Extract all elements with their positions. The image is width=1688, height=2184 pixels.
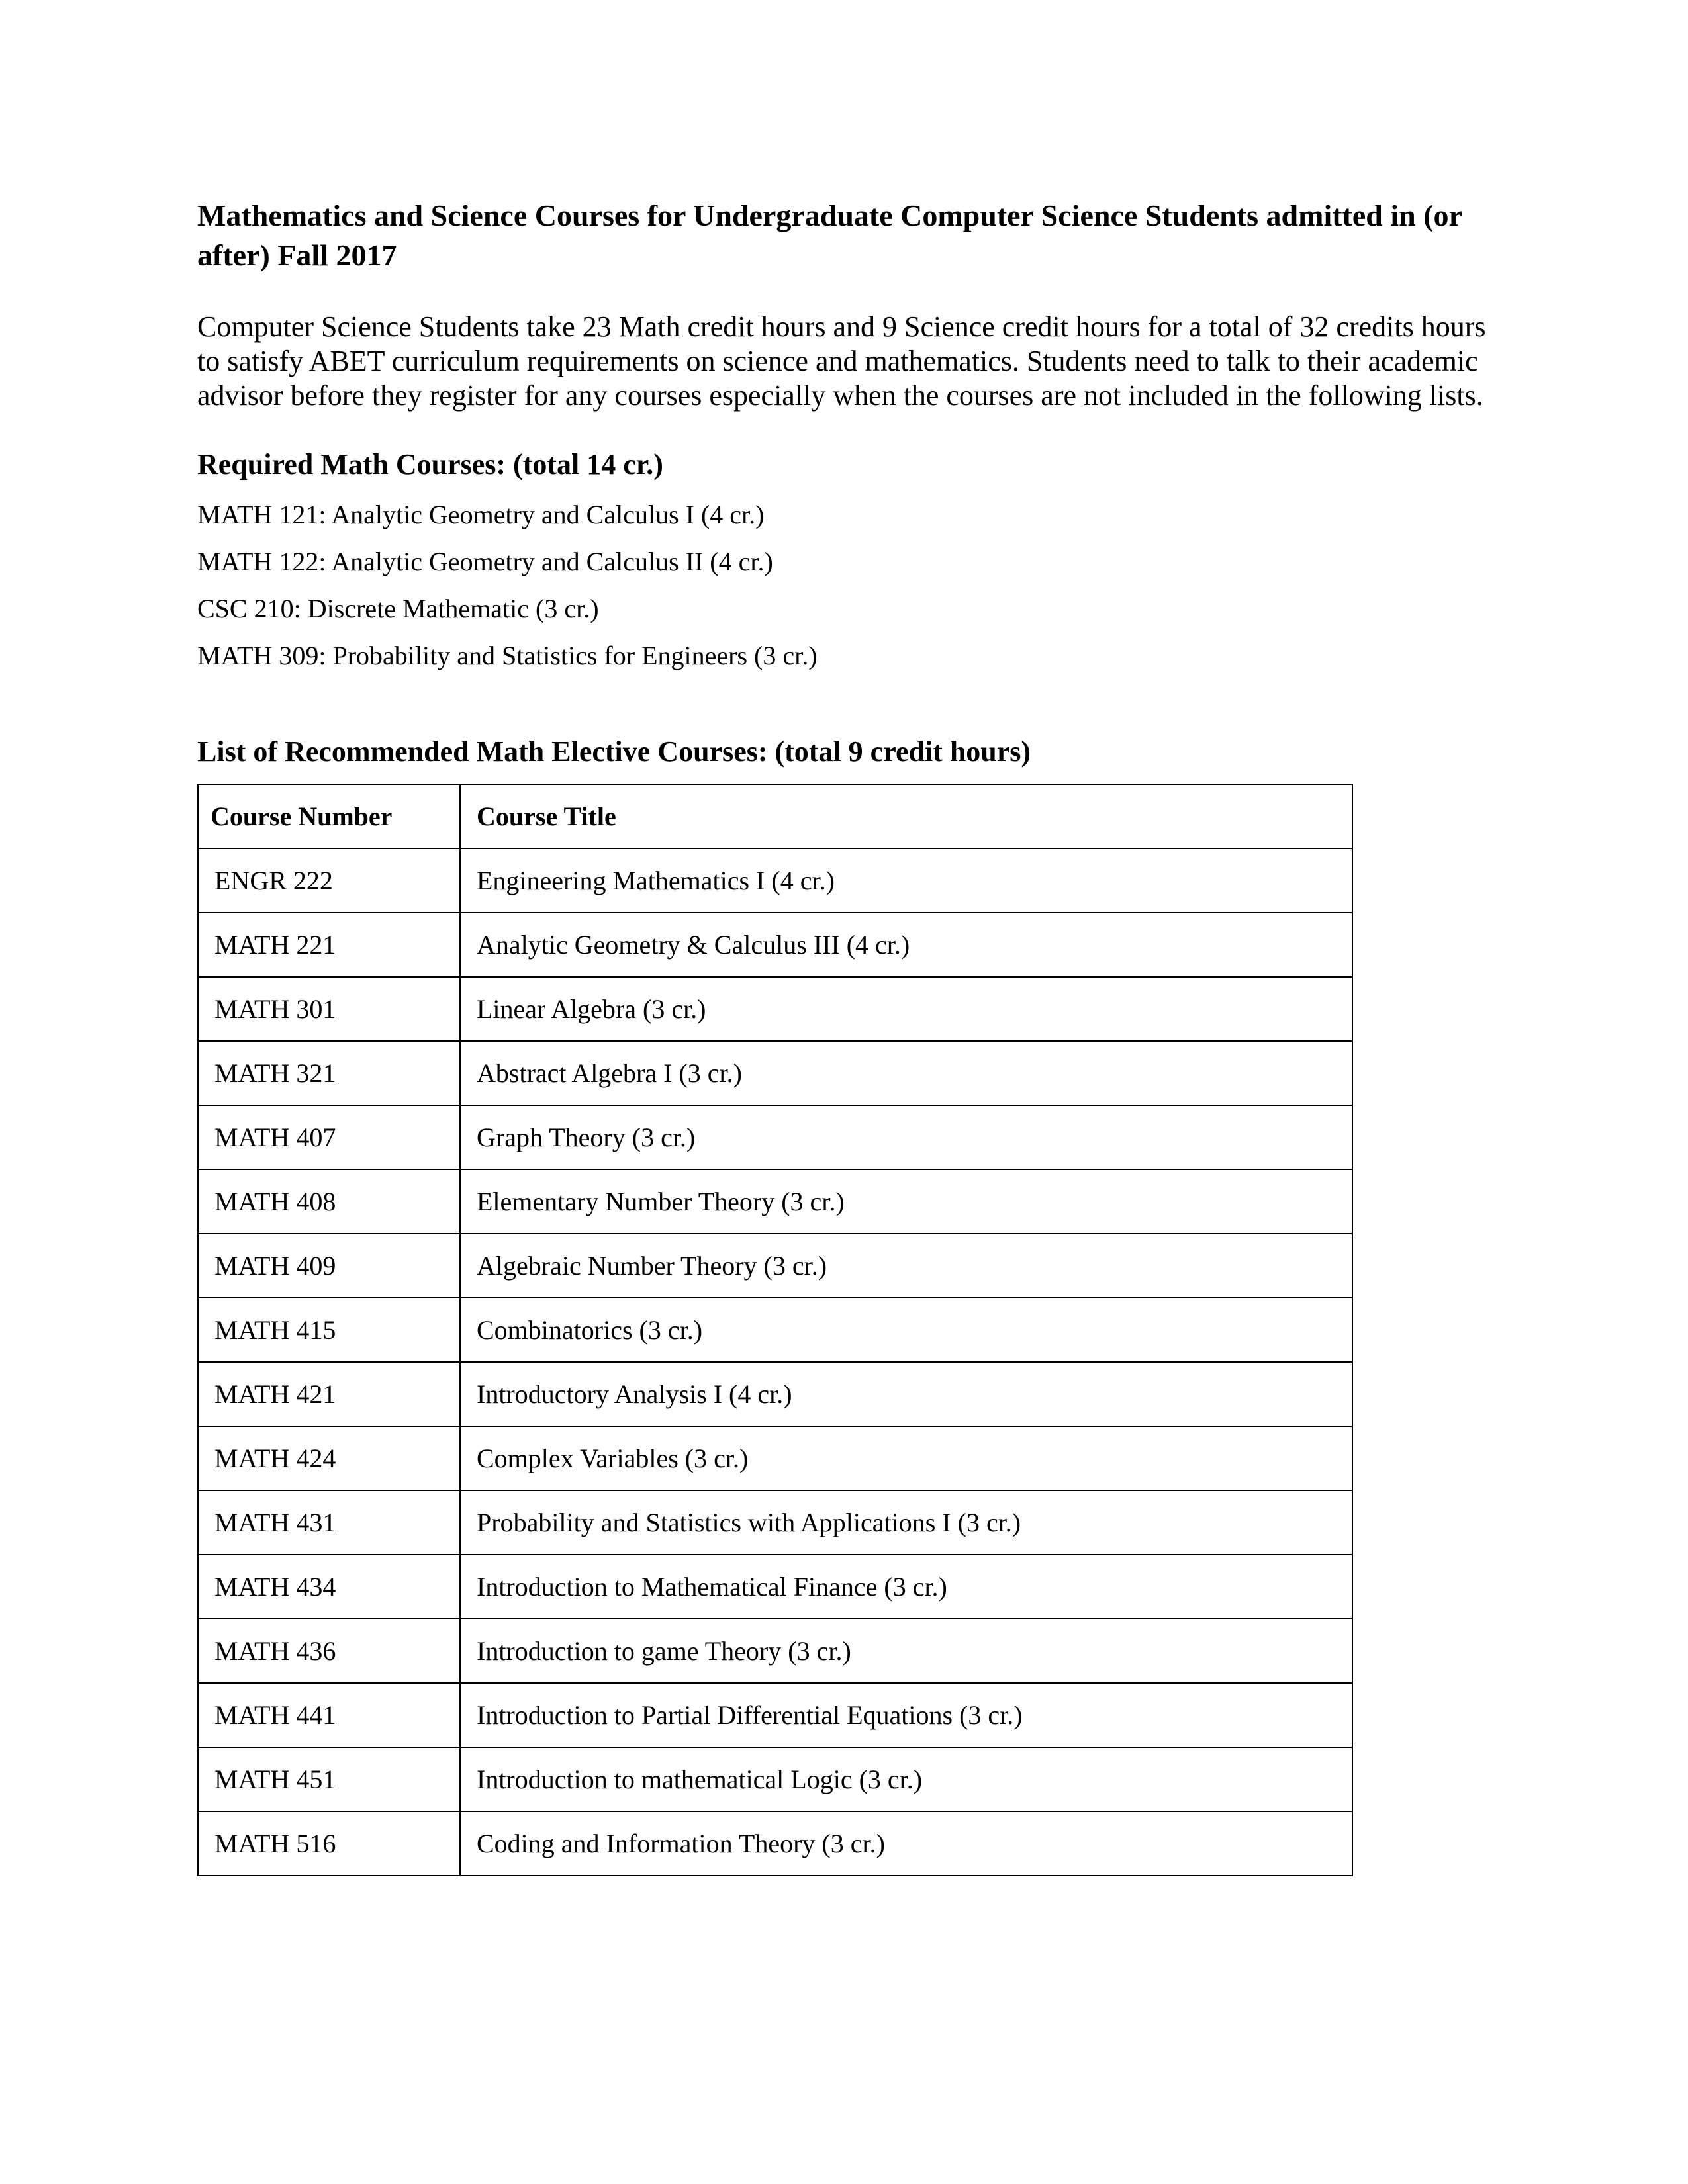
- course-number-cell: MATH 431: [198, 1490, 460, 1555]
- table-row: [198, 1298, 1352, 1362]
- table-row: [198, 1747, 1352, 1811]
- course-number-cell: MATH 421: [198, 1362, 460, 1426]
- required-course-item: MATH 309: Probability and Statistics for Engineers (3 cr.): [197, 641, 818, 670]
- table-row: [198, 977, 1352, 1041]
- course-title-cell: Coding and Information Theory (3 cr.): [460, 1811, 1352, 1876]
- table-row: [198, 1619, 1352, 1683]
- course-title-cell: Abstract Algebra I (3 cr.): [460, 1041, 1352, 1105]
- course-title-cell: Graph Theory (3 cr.): [460, 1105, 1352, 1169]
- table-row: [198, 1811, 1352, 1876]
- course-title-cell: Introduction to Mathematical Finance (3 cr.): [460, 1555, 1352, 1619]
- course-number-cell: MATH 409: [198, 1234, 460, 1298]
- course-title-cell: Introduction to game Theory (3 cr.): [460, 1619, 1352, 1683]
- course-number-cell: MATH 407: [198, 1105, 460, 1169]
- course-title-cell: Elementary Number Theory (3 cr.): [460, 1169, 1352, 1234]
- course-title-cell: Introduction to mathematical Logic (3 cr.): [460, 1747, 1352, 1811]
- course-number-cell: MATH 301: [198, 977, 460, 1041]
- course-number-cell: MATH 408: [198, 1169, 460, 1234]
- table-row: [198, 1490, 1352, 1555]
- course-number-cell: MATH 436: [198, 1619, 460, 1683]
- intro-paragraph: Computer Science Students take 23 Math credit hours and 9 Science credit hours for a total of 32 credits hours to satisfy ABET curriculum requirements on science and mathematics. Students need to talk to their academic advisor before they register for any courses especially when the courses are not included in the following lists.: [197, 310, 1486, 412]
- course-title-cell: Complex Variables (3 cr.): [460, 1426, 1352, 1490]
- course-number-cell: ENGR 222: [198, 848, 460, 913]
- column-header-course-number: Course Number: [198, 784, 460, 848]
- document-title: Mathematics and Science Courses for Undergraduate Computer Science Students admitted in (or after) Fall 2017: [197, 199, 1462, 272]
- course-title-cell: Algebraic Number Theory (3 cr.): [460, 1234, 1352, 1298]
- course-number-cell: MATH 434: [198, 1555, 460, 1619]
- table-row: [198, 1234, 1352, 1298]
- course-title-cell: Combinatorics (3 cr.): [460, 1298, 1352, 1362]
- table-row: [198, 848, 1352, 913]
- table-row: [198, 1683, 1352, 1747]
- required-course-item: CSC 210: Discrete Mathematic (3 cr.): [197, 594, 599, 623]
- course-title-cell: Linear Algebra (3 cr.): [460, 977, 1352, 1041]
- course-number-cell: MATH 516: [198, 1811, 460, 1876]
- course-number-cell: MATH 424: [198, 1426, 460, 1490]
- course-number-cell: MATH 441: [198, 1683, 460, 1747]
- table-row: [198, 1362, 1352, 1426]
- required-course-item: MATH 121: Analytic Geometry and Calculus I (4 cr.): [197, 500, 765, 529]
- table-row: [198, 1041, 1352, 1105]
- table-row: [198, 1169, 1352, 1234]
- course-title-cell: Engineering Mathematics I (4 cr.): [460, 848, 1352, 913]
- course-title-cell: Introductory Analysis I (4 cr.): [460, 1362, 1352, 1426]
- required-courses-list: [197, 491, 1495, 679]
- course-number-cell: MATH 321: [198, 1041, 460, 1105]
- table-row: [198, 1555, 1352, 1619]
- table-header-row: [198, 784, 1352, 848]
- course-title-cell: Analytic Geometry & Calculus III (4 cr.): [460, 913, 1352, 977]
- table-row: [198, 913, 1352, 977]
- table-row: [198, 1105, 1352, 1169]
- course-title-cell: Probability and Statistics with Applications I (3 cr.): [460, 1490, 1352, 1555]
- document-page: [197, 196, 1495, 1876]
- course-number-cell: MATH 451: [198, 1747, 460, 1811]
- required-course-item: MATH 122: Analytic Geometry and Calculus II (4 cr.): [197, 547, 773, 576]
- elective-courses-heading: List of Recommended Math Elective Courses: (total 9 credit hours): [197, 735, 1031, 768]
- elective-courses-table: [197, 784, 1353, 1876]
- course-number-cell: MATH 415: [198, 1298, 460, 1362]
- table-row: [198, 1426, 1352, 1490]
- column-header-course-title: Course Title: [460, 784, 1352, 848]
- course-number-cell: MATH 221: [198, 913, 460, 977]
- course-title-cell: Introduction to Partial Differential Equations (3 cr.): [460, 1683, 1352, 1747]
- required-courses-heading: Required Math Courses: (total 14 cr.): [197, 448, 663, 480]
